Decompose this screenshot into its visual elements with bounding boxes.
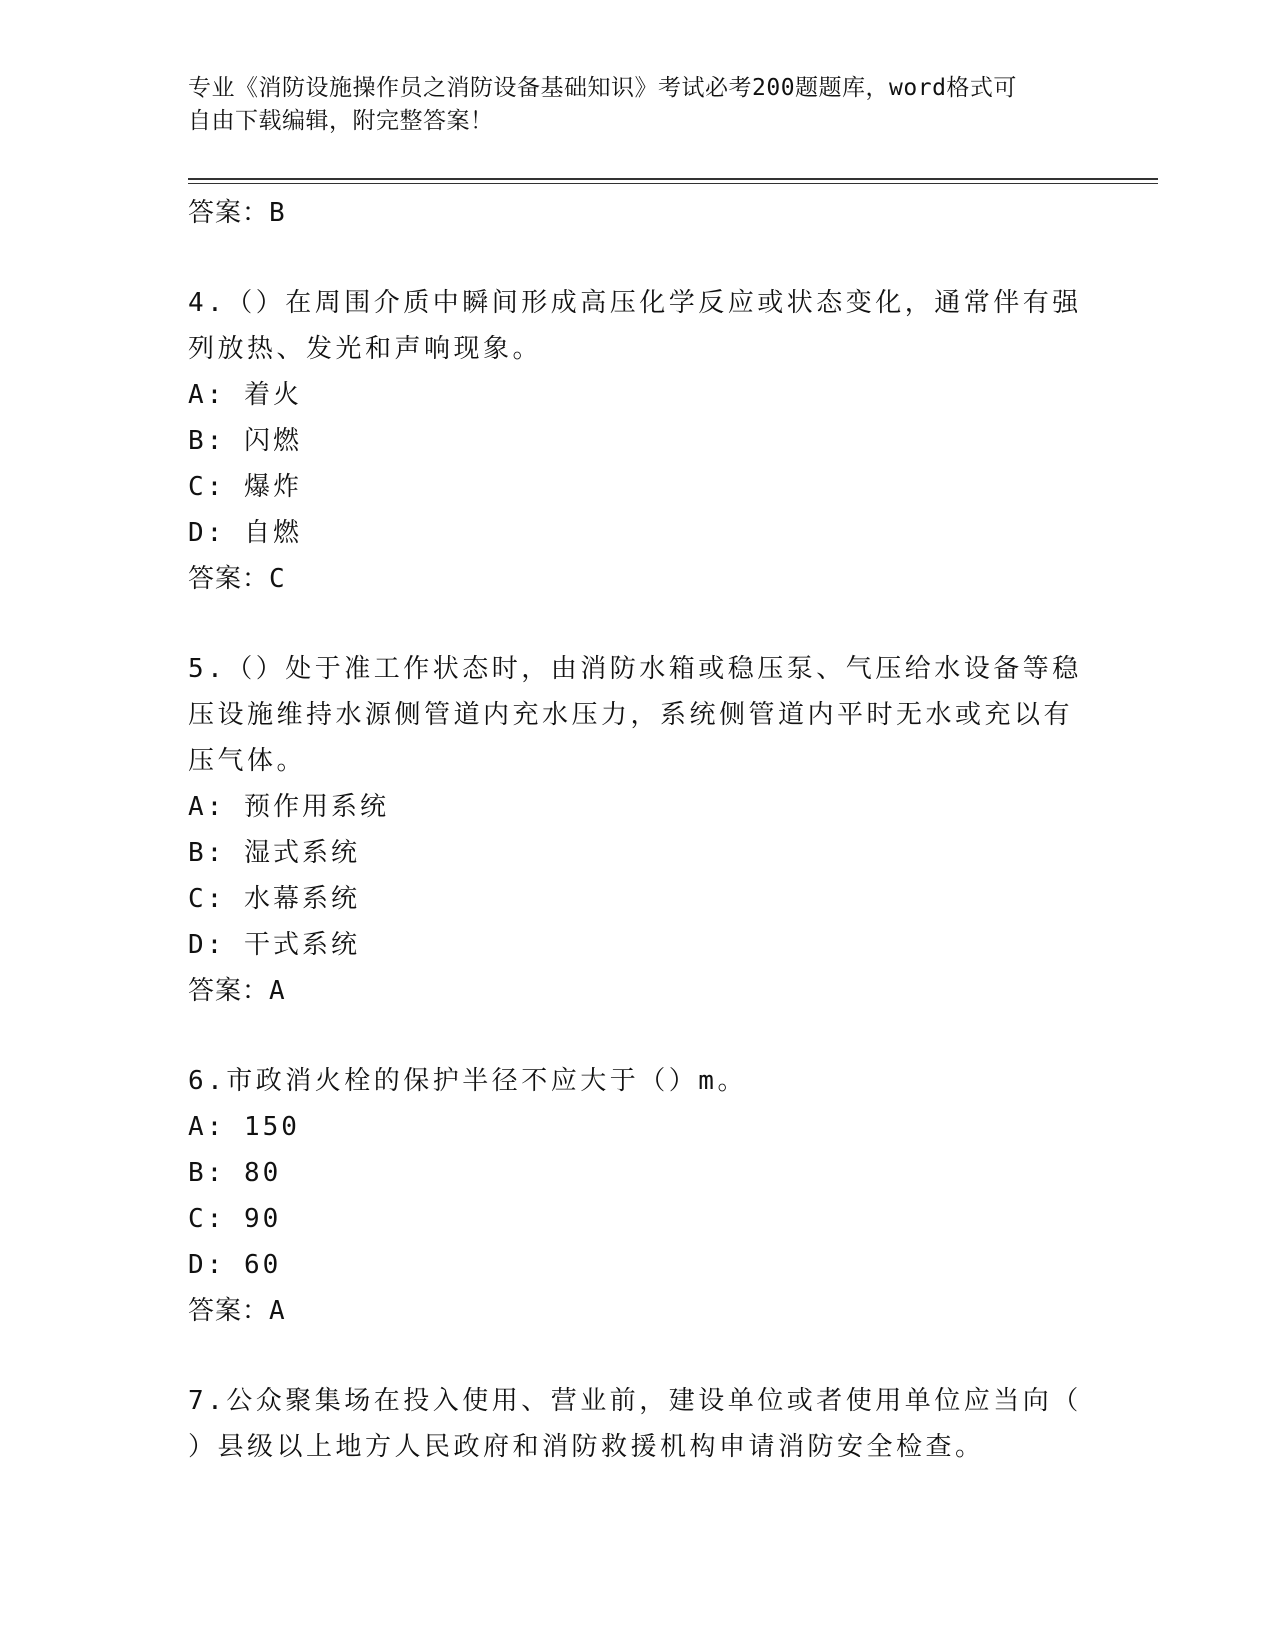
option-b: B: 湿式系统 [188,838,360,868]
question-text [188,1378,1082,1470]
option-c: C: 爆炸 [188,472,302,502]
question-6 [188,1058,1068,1334]
question-7 [188,1378,1082,1470]
header-line-2: 自由下载编辑，附完整答案！ [188,108,494,134]
question-text [188,1058,1068,1104]
header-divider-top [188,178,1158,180]
question-line: 列放热、发光和声响现象。 [188,334,543,364]
answer: 答案：A [188,1296,286,1326]
question-line: 4.（）在周围介质中瞬间形成高压化学反应或状态变化，通常伴有强 [188,288,1082,318]
question-line: 7.公众聚集场在投入使用、营业前，建设单位或者使用单位应当向（ [188,1386,1082,1416]
spacer [188,602,1068,646]
option-d: D: 干式系统 [188,930,360,960]
option-c: C: 90 [188,1204,282,1234]
option-d: D: 60 [188,1250,282,1280]
question-line: 6.市政消火栓的保护半径不应大于（）m。 [188,1066,747,1096]
option-c: C: 水幕系统 [188,884,360,914]
option-a: A: 着火 [188,380,302,410]
answer: 答案：C [188,564,286,594]
option-a: A: 150 [188,1112,300,1142]
answer-previous: 答案：B [188,198,286,228]
option-b: B: 闪燃 [188,426,302,456]
question-4 [188,280,1082,602]
question-text [188,280,1082,372]
spacer [188,236,1068,280]
header-divider-bottom [188,183,1158,184]
option-d: D: 自燃 [188,518,302,548]
question-line: 压气体。 [188,746,307,776]
option-b: B: 80 [188,1158,282,1188]
spacer [188,1334,1068,1378]
spacer [188,1014,1068,1058]
question-line: 5.（）处于准工作状态时，由消防水箱或稳压泵、气压给水设备等稳 [188,654,1082,684]
question-list [188,190,1082,1470]
option-a: A: 预作用系统 [188,792,389,822]
answer: 答案：A [188,976,286,1006]
question-5 [188,646,1082,1014]
question-line: ）县级以上地方人民政府和消防救援机构申请消防安全检查。 [188,1432,985,1462]
header-line-1: 专业《消防设施操作员之消防设备基础知识》考试必考200题题库，word格式可 [188,75,1017,101]
question-line: 压设施维持水源侧管道内充水压力，系统侧管道内平时无水或充以有 [188,700,1074,730]
question-text [188,646,1082,784]
document-header [188,72,1068,138]
